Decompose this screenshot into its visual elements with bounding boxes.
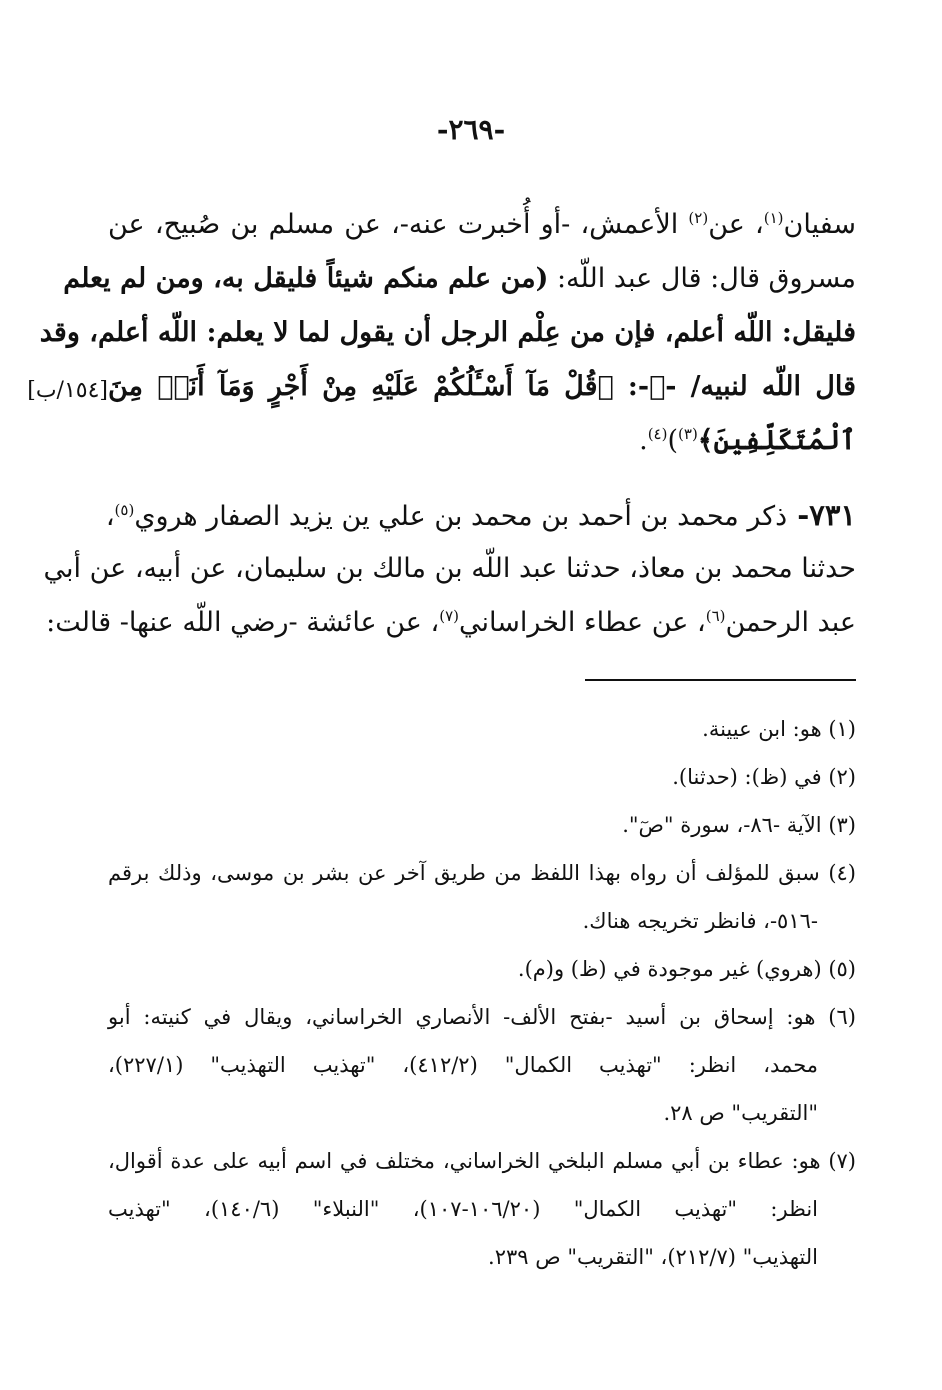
text-segment: قال اللّه لنبيه/ -ﷺ-:: [613, 371, 856, 402]
footnote-marker: (٧): [439, 607, 459, 625]
footnote-marker: (١): [763, 209, 784, 227]
footnote-marker: (٤): [647, 425, 668, 443]
text-segment: الأعمش، -أو أُخبرت عنه-، عن مسلم بن صُبيح، عن: [108, 209, 689, 240]
text-line: [46, 596, 856, 650]
text-line: [108, 198, 856, 252]
text-line: [39, 306, 856, 360]
text-line: [43, 542, 856, 596]
footnote-6-line: "التقريب" ص ٢٨.: [663, 1101, 818, 1125]
text-segment: مسروق قال: قال عبد اللّه:: [548, 263, 856, 294]
text-segment: سفيان: [783, 209, 857, 240]
text-line: [108, 414, 856, 468]
text-segment: ٧٣١-: [787, 498, 856, 532]
footnote-2-line: (٢) في (ظ): (حدثنا).: [672, 765, 856, 789]
footnote-1-line: (١) هو: ابن عيينة.: [702, 717, 856, 741]
text-line: [108, 360, 856, 414]
text-segment: ): [667, 425, 679, 456]
footnote-7-line: انظر: "تهذيب الكمال" (١٠٦/٢٠-١٠٧)، "النبلاء" (١٤٠/٦)، "تهذيب: [108, 1197, 818, 1221]
margin-folio-reference: [١٥٤/ب]: [27, 378, 108, 403]
text-segment: ، عن عطاء الخراساني: [458, 607, 706, 638]
footnote-marker: (٥): [114, 501, 135, 519]
footnote-7-line: (٧) هو: عطاء بن أبي مسلم البلخي الخراساني، مختلف في اسم أبيه على عدة أقوال،: [108, 1149, 856, 1173]
text-segment: (من علم منكم شيئاً فليقل به، ومن لم يعلم: [63, 263, 549, 294]
text-segment: ، عن: [708, 209, 764, 240]
footnote-7-line: التهذيب" (٢١٢/٧)، "التقريب" ص ٢٣٩.: [488, 1245, 818, 1269]
footnote-marker: (٢): [688, 209, 709, 227]
text-segment: ، عن عائشة -رضي اللّه عنها- قالت:: [46, 607, 440, 638]
quran-verse: ﴿قُلْ مَآ أَسْـَٔلُكُمْ عَلَيْهِ مِنْ أَجْرٍ وَمَآ أَنَا۠ مِنَ: [108, 371, 614, 402]
footnote-marker: (٦): [705, 607, 726, 625]
quran-verse: ٱلْمُتَكَلِّفِينَ﴾: [697, 425, 856, 456]
footnote-6-line: محمد، انظر: "تهذيب الكمال" (٤١٢/٢)، "تهذيب التهذيب" (٢٢٧/١)،: [108, 1053, 819, 1077]
footnotes: [108, 705, 856, 1281]
text-segment: ،: [105, 501, 115, 532]
footnote-5-line: (٥) (هروي) غير موجودة في (ظ) و(م).: [517, 957, 856, 981]
footnote-3-line: (٣) الآية -٨٦-، سورة "صٓ".: [622, 813, 856, 837]
text-line: [105, 488, 856, 542]
page-number: -٢٦٩-: [436, 113, 506, 146]
text-segment: عبد الرحمن: [725, 607, 856, 638]
text-segment: فليقل: اللّه أعلم، فإن من عِلْم الرجل أن يقول لما لا يعلم: اللّه أعلم، وقد: [39, 317, 856, 348]
text-segment: ذكر محمد بن أحمد بن محمد بن علي ين يزيد الصفار هروي: [134, 501, 788, 532]
footnote-6-line: (٦) هو: إسحاق بن أسيد -بفتح الألف- الأنصاري الخراساني، ويقال في كنيته: أبو: [108, 1005, 856, 1029]
footnote-4-line: -٥١٦-، فانظر تخريجه هناك.: [582, 909, 818, 933]
footnote-marker: (٣): [678, 425, 698, 443]
paragraph-731: [43, 488, 856, 650]
text-line: [63, 252, 856, 306]
footnote-4-line: (٤) سبق للمؤلف أن رواه بهذا اللفظ من طريق آخر عن بشر بن موسى، وذلك برقم: [108, 861, 856, 885]
footnote-separator: [585, 679, 856, 681]
text-segment: .: [639, 425, 648, 456]
text-segment: حدثنا محمد بن معاذ، حدثنا عبد اللّه بن مالك بن سليمان، عن أبيه، عن أبي: [43, 553, 856, 584]
